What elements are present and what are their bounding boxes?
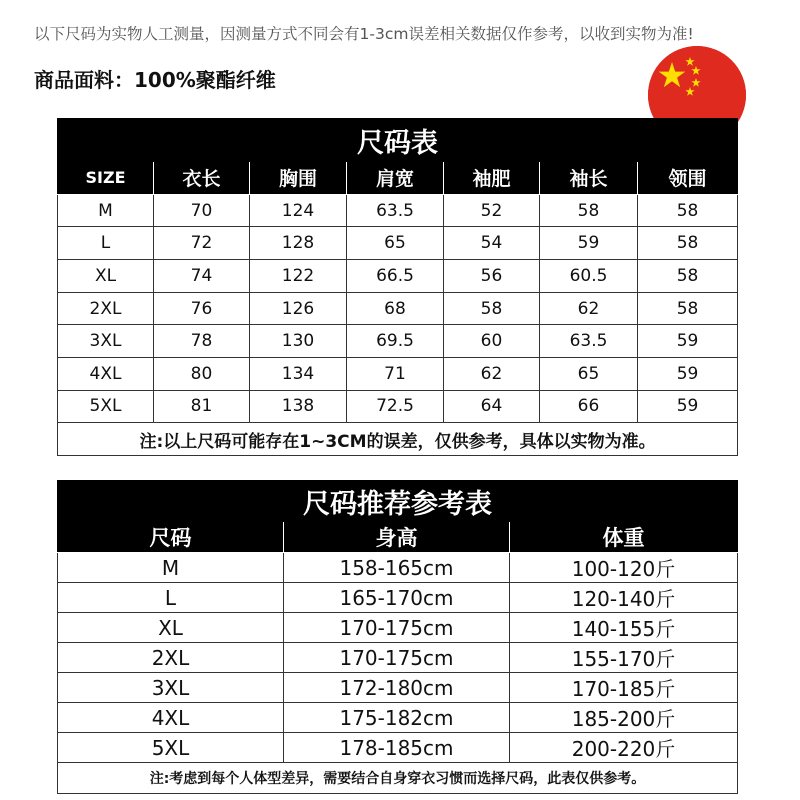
size-cell: XL	[58, 613, 284, 643]
table-cell: 124	[250, 194, 347, 227]
size-cell: 2XL	[58, 643, 284, 673]
table-row	[58, 613, 738, 643]
table-row	[58, 703, 738, 733]
size-chart-title: 尺码表	[58, 119, 738, 162]
table-row	[58, 733, 738, 763]
height-cell: 175-182cm	[284, 703, 510, 733]
table-cell: 63.5	[347, 194, 444, 227]
table-cell: 59	[638, 358, 738, 391]
weight-cell: 155-170斤	[510, 643, 738, 673]
table-cell: 66	[540, 390, 638, 423]
table-cell: 65	[347, 227, 444, 260]
size-chart-header-row	[58, 162, 738, 195]
table-row	[58, 583, 738, 613]
column-header: 体重	[510, 522, 738, 553]
recommendation-note: 注:考虑到每个人体型差异，需要结合自身穿衣习惯而选择尺码，此表仅供参考。	[58, 763, 738, 794]
table-cell: 69.5	[347, 325, 444, 358]
size-cell: 5XL	[58, 390, 154, 423]
height-cell: 165-170cm	[284, 583, 510, 613]
table-cell: 62	[444, 358, 540, 391]
height-cell: 158-165cm	[284, 553, 510, 583]
table-cell: 138	[250, 390, 347, 423]
table-row	[58, 643, 738, 673]
table-cell: 58	[444, 292, 540, 325]
table-cell: 128	[250, 227, 347, 260]
height-cell: 172-180cm	[284, 673, 510, 703]
table-cell: 72.5	[347, 390, 444, 423]
table-cell: 68	[347, 292, 444, 325]
table-cell: 58	[638, 260, 738, 293]
table-row	[58, 325, 738, 358]
size-cell: M	[58, 194, 154, 227]
table-row	[58, 194, 738, 227]
table-cell: 74	[154, 260, 250, 293]
column-header: 领围	[638, 162, 738, 195]
table-cell: 66.5	[347, 260, 444, 293]
table-cell: 134	[250, 358, 347, 391]
size-cell: 4XL	[58, 358, 154, 391]
column-header: 袖长	[540, 162, 638, 195]
column-header: 衣长	[154, 162, 250, 195]
table-row	[58, 292, 738, 325]
table-cell: 59	[540, 227, 638, 260]
table-cell: 78	[154, 325, 250, 358]
table-cell: 60	[444, 325, 540, 358]
weight-cell: 185-200斤	[510, 703, 738, 733]
table-cell: 52	[444, 194, 540, 227]
size-chart-note: 注:以上尺码可能存在1~3CM的误差，仅供参考，具体以实物为准。	[58, 423, 738, 456]
table-cell: 58	[638, 292, 738, 325]
table-row	[58, 227, 738, 260]
size-cell: 3XL	[58, 673, 284, 703]
column-header: 肩宽	[347, 162, 444, 195]
table-cell: 59	[638, 390, 738, 423]
table-cell: 60.5	[540, 260, 638, 293]
weight-cell: 140-155斤	[510, 613, 738, 643]
table-cell: 63.5	[540, 325, 638, 358]
table-cell: 80	[154, 358, 250, 391]
table-cell: 54	[444, 227, 540, 260]
table-cell: 64	[444, 390, 540, 423]
weight-cell: 120-140斤	[510, 583, 738, 613]
table-cell: 126	[250, 292, 347, 325]
table-cell: 59	[638, 325, 738, 358]
table-row	[58, 390, 738, 423]
recommendation-title: 尺码推荐参考表	[58, 481, 738, 522]
table-cell: 58	[638, 227, 738, 260]
table-cell: 130	[250, 325, 347, 358]
measurement-notice: 以下尺码为实物人工测量，因测量方式不同会有1-3cm误差相关数据仅作参考，以收到实物为准!	[34, 25, 694, 43]
size-cell: XL	[58, 260, 154, 293]
table-cell: 71	[347, 358, 444, 391]
table-cell: 81	[154, 390, 250, 423]
weight-cell: 100-120斤	[510, 553, 738, 583]
height-cell: 178-185cm	[284, 733, 510, 763]
table-cell: 56	[444, 260, 540, 293]
size-chart-table	[57, 118, 738, 456]
table-cell: 65	[540, 358, 638, 391]
table-cell: 70	[154, 194, 250, 227]
height-cell: 170-175cm	[284, 613, 510, 643]
table-cell: 62	[540, 292, 638, 325]
column-header: 尺码	[58, 522, 284, 553]
table-cell: 58	[638, 194, 738, 227]
table-cell: 58	[540, 194, 638, 227]
table-row	[58, 553, 738, 583]
size-cell: 3XL	[58, 325, 154, 358]
table-cell: 76	[154, 292, 250, 325]
table-row	[58, 260, 738, 293]
height-cell: 170-175cm	[284, 643, 510, 673]
size-cell: M	[58, 553, 284, 583]
column-header: SIZE	[58, 162, 154, 195]
column-header: 胸围	[250, 162, 347, 195]
size-cell: 4XL	[58, 703, 284, 733]
size-recommendation-table	[57, 480, 738, 794]
column-header: 身高	[284, 522, 510, 553]
size-cell: L	[58, 583, 284, 613]
size-cell: 5XL	[58, 733, 284, 763]
table-row	[58, 358, 738, 391]
weight-cell: 200-220斤	[510, 733, 738, 763]
table-cell: 72	[154, 227, 250, 260]
fabric-material: 商品面料：100%聚酯纤维	[34, 68, 276, 92]
size-cell: 2XL	[58, 292, 154, 325]
column-header: 袖肥	[444, 162, 540, 195]
recommendation-header-row	[58, 522, 738, 553]
table-row	[58, 673, 738, 703]
table-cell: 122	[250, 260, 347, 293]
size-cell: L	[58, 227, 154, 260]
weight-cell: 170-185斤	[510, 673, 738, 703]
